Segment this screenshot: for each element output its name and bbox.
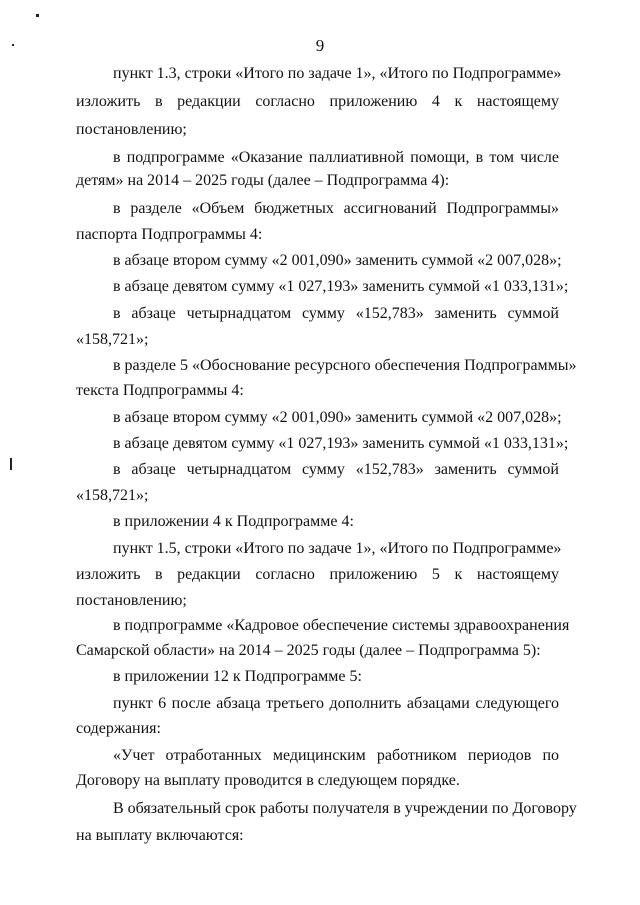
text-line: «158,721»;: [76, 487, 149, 504]
text-line: в абзаце втором сумму «2 001,090» заменить суммой «2 007,028»;: [113, 252, 562, 269]
text-line: в абзаце девятом сумму «1 027,193» заменить суммой «1 033,131»;: [113, 278, 569, 295]
text-line: в абзаце втором сумму «2 001,090» заменить суммой «2 007,028»;: [113, 409, 562, 426]
text-line: детям» на 2014 – 2025 годы (далее – Подпрограмма 4):: [76, 172, 450, 189]
text-line: в подпрограмме «Оказание паллиативной помощи, в том числе: [113, 149, 559, 166]
text-line: в абзаце четырнадцатом сумму «152,783» заменить суммой: [113, 305, 559, 322]
text-line: в разделе «Объем бюджетных ассигнований Подпрограммы»: [113, 200, 559, 217]
text-line: в абзаце девятом сумму «1 027,193» заменить суммой «1 033,131»;: [113, 435, 569, 452]
text-line: пункт 1.5, строки «Итого по задаче 1», «Итого по Подпрограмме»: [113, 540, 562, 557]
text-line: постановлению;: [76, 121, 187, 138]
text-line: содержания:: [76, 720, 161, 737]
page-number: 9: [315, 36, 325, 55]
text-line: Самарской области» на 2014 – 2025 годы (далее – Подпрограмма 5):: [76, 642, 541, 659]
text-line: на выплату включаются:: [76, 827, 244, 844]
scan-speck: [12, 44, 14, 46]
text-line: В обязательный срок работы получателя в учреждении по Договору: [113, 800, 577, 817]
text-line: в разделе 5 «Обоснование ресурсного обеспечения Подпрограммы»: [113, 357, 577, 374]
text-line: изложить в редакции согласно приложению 5 к настоящему: [76, 566, 559, 583]
text-line: в приложении 4 к Подпрограмме 4:: [113, 513, 354, 530]
text-line: постановлению;: [76, 592, 187, 609]
text-line: Договору на выплату проводится в следующем порядке.: [76, 772, 460, 789]
scan-speck: [36, 14, 39, 17]
text-line: «Учет отработанных медицинским работником периодов по: [113, 747, 559, 764]
text-line: пункт 1.3, строки «Итого по задаче 1», «Итого по Подпрограмме»: [113, 65, 562, 82]
text-line: в подпрограмме «Кадровое обеспечение системы здравоохранения: [113, 617, 570, 634]
text-line: «158,721»;: [76, 331, 149, 348]
text-line: паспорта Подпрограммы 4:: [76, 226, 263, 243]
text-line: в абзаце четырнадцатом сумму «152,783» заменить суммой: [113, 461, 559, 478]
text-line: текста Подпрограммы 4:: [76, 382, 244, 399]
text-line: в приложении 12 к Подпрограмме 5:: [113, 668, 362, 685]
scan-margin-mark: [10, 458, 12, 470]
text-line: изложить в редакции согласно приложению 4 к настоящему: [76, 93, 559, 110]
text-line: пункт 6 после абзаца третьего дополнить абзацами следующего: [113, 695, 559, 712]
